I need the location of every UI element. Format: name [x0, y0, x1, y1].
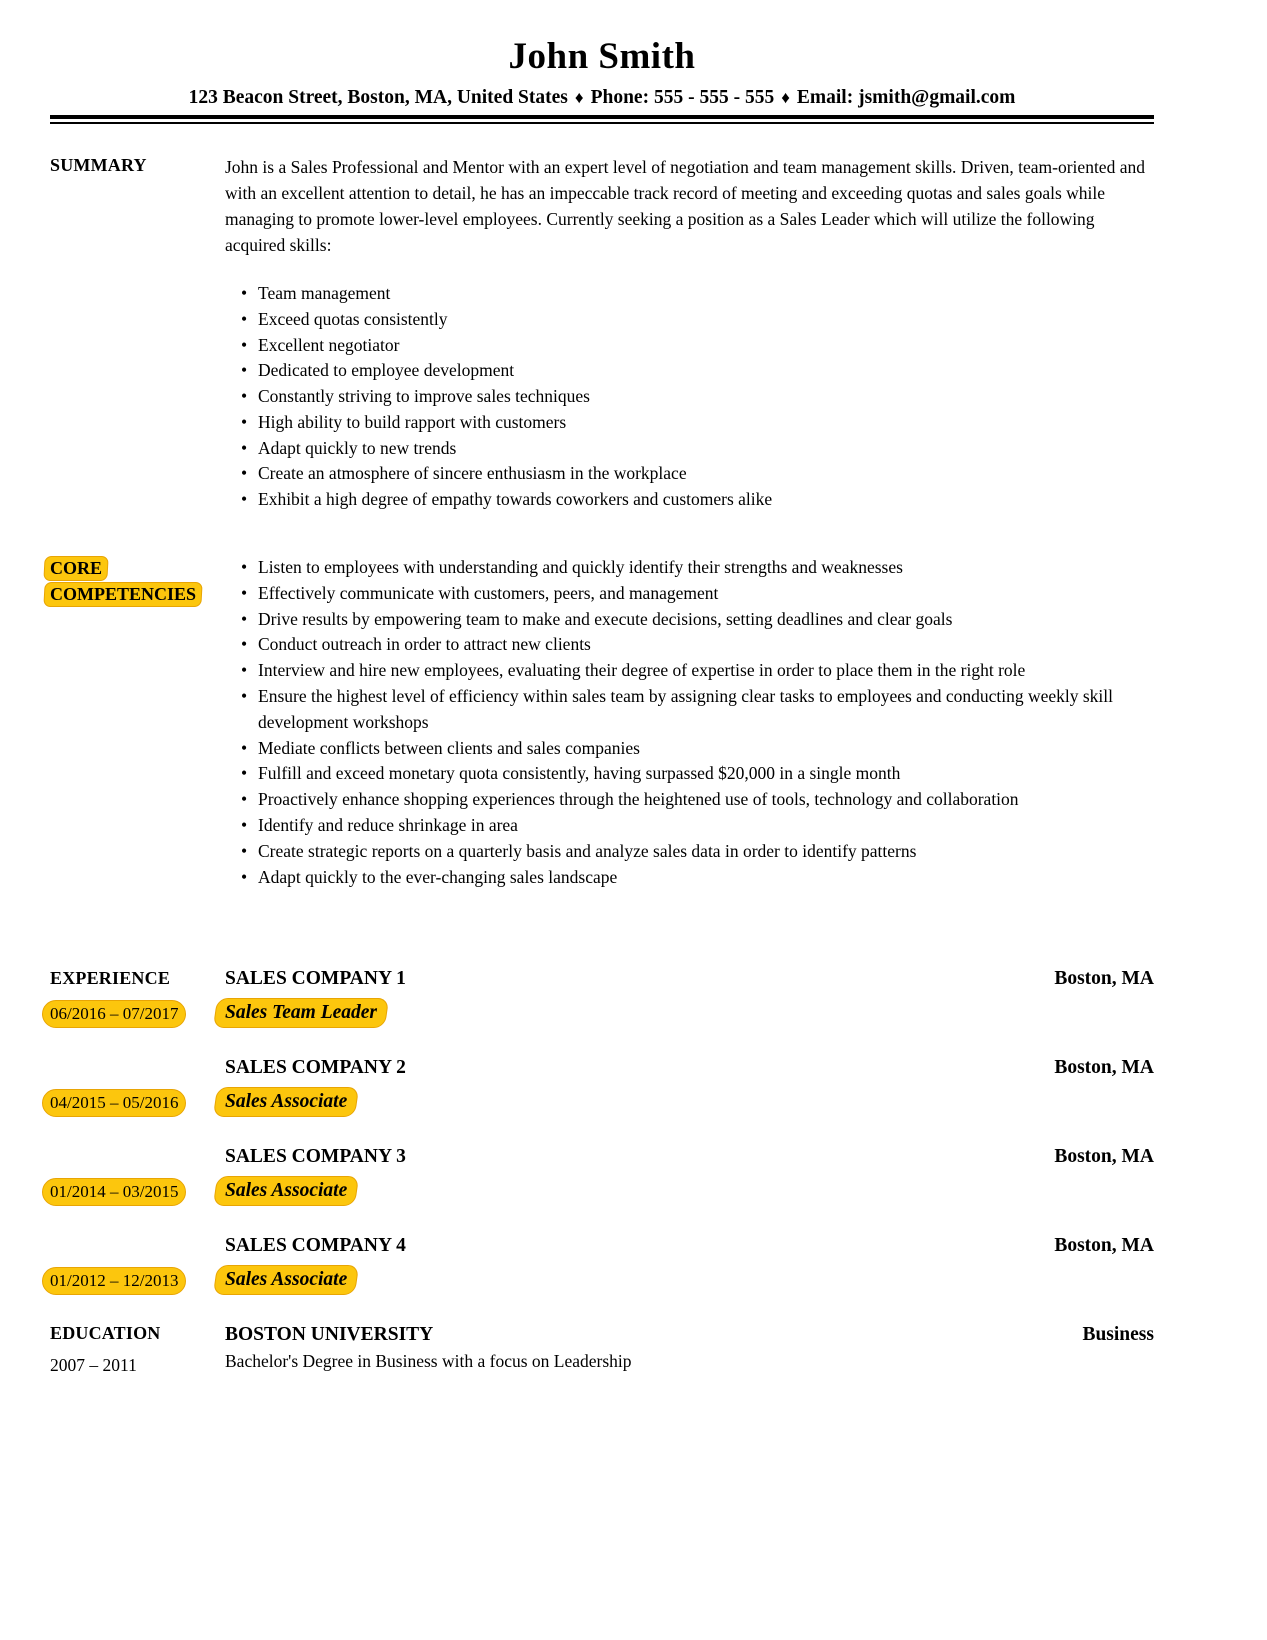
page-header: [50, 36, 1154, 124]
summary-bullet-list: [225, 281, 1154, 513]
contact-line: [50, 86, 1154, 110]
summary-bullet-item: • Adapt quickly to new trends: [241, 436, 1154, 462]
contact-email: Email: jsmith@gmail.com: [796, 86, 1016, 108]
job-list: [50, 966, 1154, 1296]
summary-bullet-item: • Exceed quotas consistently: [241, 307, 1154, 333]
job-dates: 01/2012 – 12/2013: [50, 1271, 179, 1291]
job-company: SALES COMPANY 3: [225, 1146, 406, 1168]
job-title-line: [225, 1177, 1154, 1207]
contact-phone: Phone: 555 - 555 - 555: [590, 86, 775, 108]
job-head: [225, 1144, 1154, 1170]
summary-paragraph: John is a Sales Professional and Mentor with an expert level of negotiation and team management skills. Driven, team-oriented and with an excellent attention to detail, he has an impeccable track record of meeting and exceeding quotas and sales goals while managing to promote lower-level employees. Currently seeking a position as a Sales Leader which will utilize the following acquired skills:: [225, 156, 1145, 255]
job-entry: [50, 966, 1154, 1029]
job-dates-column: [50, 1055, 225, 1118]
summary-section: [50, 154, 1154, 513]
core-competencies-label-line2: COMPETENCIES: [50, 584, 197, 605]
core-competency-item: • Identify and reduce shrinkage in area: [241, 813, 1154, 839]
job-head: [225, 1233, 1154, 1259]
summary-bullet-item: • Create an atmosphere of sincere enthusiasm in the workplace: [241, 461, 1154, 487]
education-section: [50, 1322, 1154, 1378]
experience-section: [50, 966, 1154, 1296]
education-head: [225, 1322, 1154, 1348]
summary-bullet-item: • Dedicated to employee development: [241, 358, 1154, 384]
core-competency-item: • Mediate conflicts between clients and sales companies: [241, 736, 1154, 762]
job-dates: 06/2016 – 07/2017: [50, 1004, 179, 1024]
job-title-line: [225, 1088, 1154, 1118]
education-degree: Bachelor's Degree in Business with a focus on Leadership: [225, 1351, 632, 1372]
core-competency-item: • Effectively communicate with customers, peers, and management: [241, 581, 1154, 607]
job-main: [225, 1233, 1154, 1296]
core-competency-item: • Conduct outreach in order to attract new clients: [241, 632, 1154, 658]
job-dates-column: [50, 1144, 225, 1207]
core-competency-item: • Ensure the highest level of efficiency within sales team by assigning clear tasks to employees and conducting weekly skill development workshops: [241, 684, 1154, 736]
job-dates: 01/2014 – 03/2015: [50, 1182, 179, 1202]
core-competency-item: • Create strategic reports on a quarterly basis and analyze sales data in order to identify patterns: [241, 839, 1154, 865]
core-competencies-bullet-list: [225, 555, 1154, 890]
experience-label: EXPERIENCE: [50, 968, 171, 989]
job-company: SALES COMPANY 4: [225, 1235, 406, 1257]
contact-address: 123 Beacon Street, Boston, MA, United States: [188, 86, 568, 108]
education-school: BOSTON UNIVERSITY: [225, 1324, 434, 1346]
job-title: Sales Associate: [225, 1269, 348, 1291]
job-location: Boston, MA: [1054, 1057, 1154, 1079]
job-main: [225, 966, 1154, 1029]
job-company: SALES COMPANY 1: [225, 968, 406, 990]
summary-label-column: [50, 154, 225, 513]
job-title-line: [225, 1266, 1154, 1296]
job-entry: [50, 1144, 1154, 1207]
core-competencies-content: [225, 555, 1154, 890]
job-entry: [50, 1233, 1154, 1296]
job-title: Sales Associate: [225, 1091, 348, 1113]
core-competencies-label-line1: CORE: [50, 558, 103, 579]
header-divider: [50, 115, 1154, 124]
job-main: [225, 1055, 1154, 1118]
job-title-line: [225, 999, 1154, 1029]
summary-bullet-item: • Excellent negotiator: [241, 333, 1154, 359]
summary-bullet-item: • High ability to build rapport with customers: [241, 410, 1154, 436]
job-title: Sales Associate: [225, 1180, 348, 1202]
diamond-icon: ♦: [574, 87, 584, 107]
job-company: SALES COMPANY 2: [225, 1057, 406, 1079]
job-entry: [50, 1055, 1154, 1118]
core-competency-item: • Drive results by empowering team to make and execute decisions, setting deadlines and clear goals: [241, 607, 1154, 633]
job-dates: 04/2015 – 05/2016: [50, 1093, 179, 1113]
core-competencies-label-column: [50, 555, 225, 890]
core-competency-item: • Interview and hire new employees, evaluating their degree of expertise in order to place them in the right role: [241, 658, 1154, 684]
summary-label: SUMMARY: [50, 154, 147, 175]
job-location: Boston, MA: [1054, 968, 1154, 990]
core-competency-item: • Fulfill and exceed monetary quota consistently, having surpassed $20,000 in a single month: [241, 761, 1154, 787]
diamond-icon: ♦: [781, 87, 790, 107]
education-label: EDUCATION: [50, 1323, 161, 1344]
job-head: [225, 966, 1154, 992]
summary-bullet-item: • Team management: [241, 281, 1154, 307]
page-title: John Smith: [508, 36, 696, 77]
core-competency-item: • Listen to employees with understanding and quickly identify their strengths and weaknesses: [241, 555, 1154, 581]
education-dates: 2007 – 2011: [50, 1355, 137, 1376]
education-label-column: [50, 1322, 225, 1378]
core-competencies-section: [50, 555, 1154, 890]
summary-bullet-item: • Constantly striving to improve sales techniques: [241, 384, 1154, 410]
core-competency-item: • Proactively enhance shopping experiences through the heightened use of tools, technology and collaboration: [241, 787, 1154, 813]
summary-bullet-item: • Exhibit a high degree of empathy towards coworkers and customers alike: [241, 487, 1154, 513]
summary-content: [225, 154, 1154, 513]
education-field: Business: [1082, 1324, 1154, 1346]
education-content: [225, 1322, 1154, 1378]
job-head: [225, 1055, 1154, 1081]
job-location: Boston, MA: [1054, 1235, 1154, 1257]
job-location: Boston, MA: [1054, 1146, 1154, 1168]
core-competency-item: • Adapt quickly to the ever-changing sales landscape: [241, 865, 1154, 891]
job-main: [225, 1144, 1154, 1207]
job-dates-column: [50, 1233, 225, 1296]
job-title: Sales Team Leader: [225, 1002, 378, 1024]
